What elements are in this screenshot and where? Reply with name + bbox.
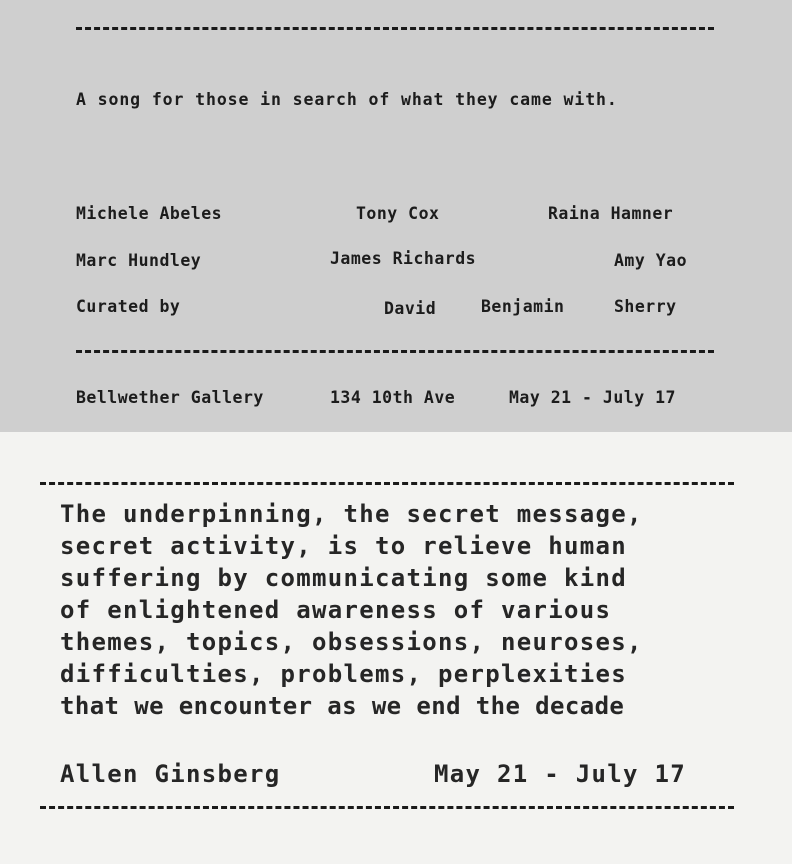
quote-author: Allen Ginsberg <box>60 760 281 788</box>
gallery-address: 134 10th Ave <box>330 388 456 407</box>
quote-line: themes, topics, obsessions, neuroses, <box>60 628 643 656</box>
curator-last-name: Sherry <box>614 297 677 316</box>
artist-amy-yao: Amy Yao <box>614 251 688 270</box>
artist-james-richards: James Richards <box>330 249 477 268</box>
artist-marc-hundley: Marc Hundley <box>76 251 202 270</box>
tagline: A song for those in search of what they came with. <box>76 90 618 109</box>
quote-line: that we encounter as we end the decade <box>60 692 625 720</box>
artist-tony-cox: Tony Cox <box>356 204 440 223</box>
quote-dates: May 21 - July 17 <box>434 760 686 788</box>
bottom-rule-upper <box>40 482 734 485</box>
top-rule-upper <box>76 27 714 30</box>
quote-line: of enlightened awareness of various <box>60 596 612 624</box>
top-rule-lower <box>76 350 714 353</box>
curator-middle-name: Benjamin <box>481 297 565 316</box>
artist-michele-abeles: Michele Abeles <box>76 204 223 223</box>
bottom-rule-lower <box>40 806 734 809</box>
quote-line: secret activity, is to relieve human <box>60 532 627 560</box>
curator-first-name: David <box>384 299 437 318</box>
quote-line: The underpinning, the secret message, <box>60 500 643 528</box>
curated-by-label: Curated by <box>76 297 181 316</box>
artist-raina-hamner: Raina Hamner <box>548 204 674 223</box>
quote-line: suffering by communicating some kind <box>60 564 627 592</box>
exhibition-dates: May 21 - July 17 <box>509 388 676 407</box>
gallery-name: Bellwether Gallery <box>76 388 264 407</box>
bottom-flyer-panel <box>0 432 792 864</box>
quote-line: difficulties, problems, perplexities <box>60 660 627 688</box>
